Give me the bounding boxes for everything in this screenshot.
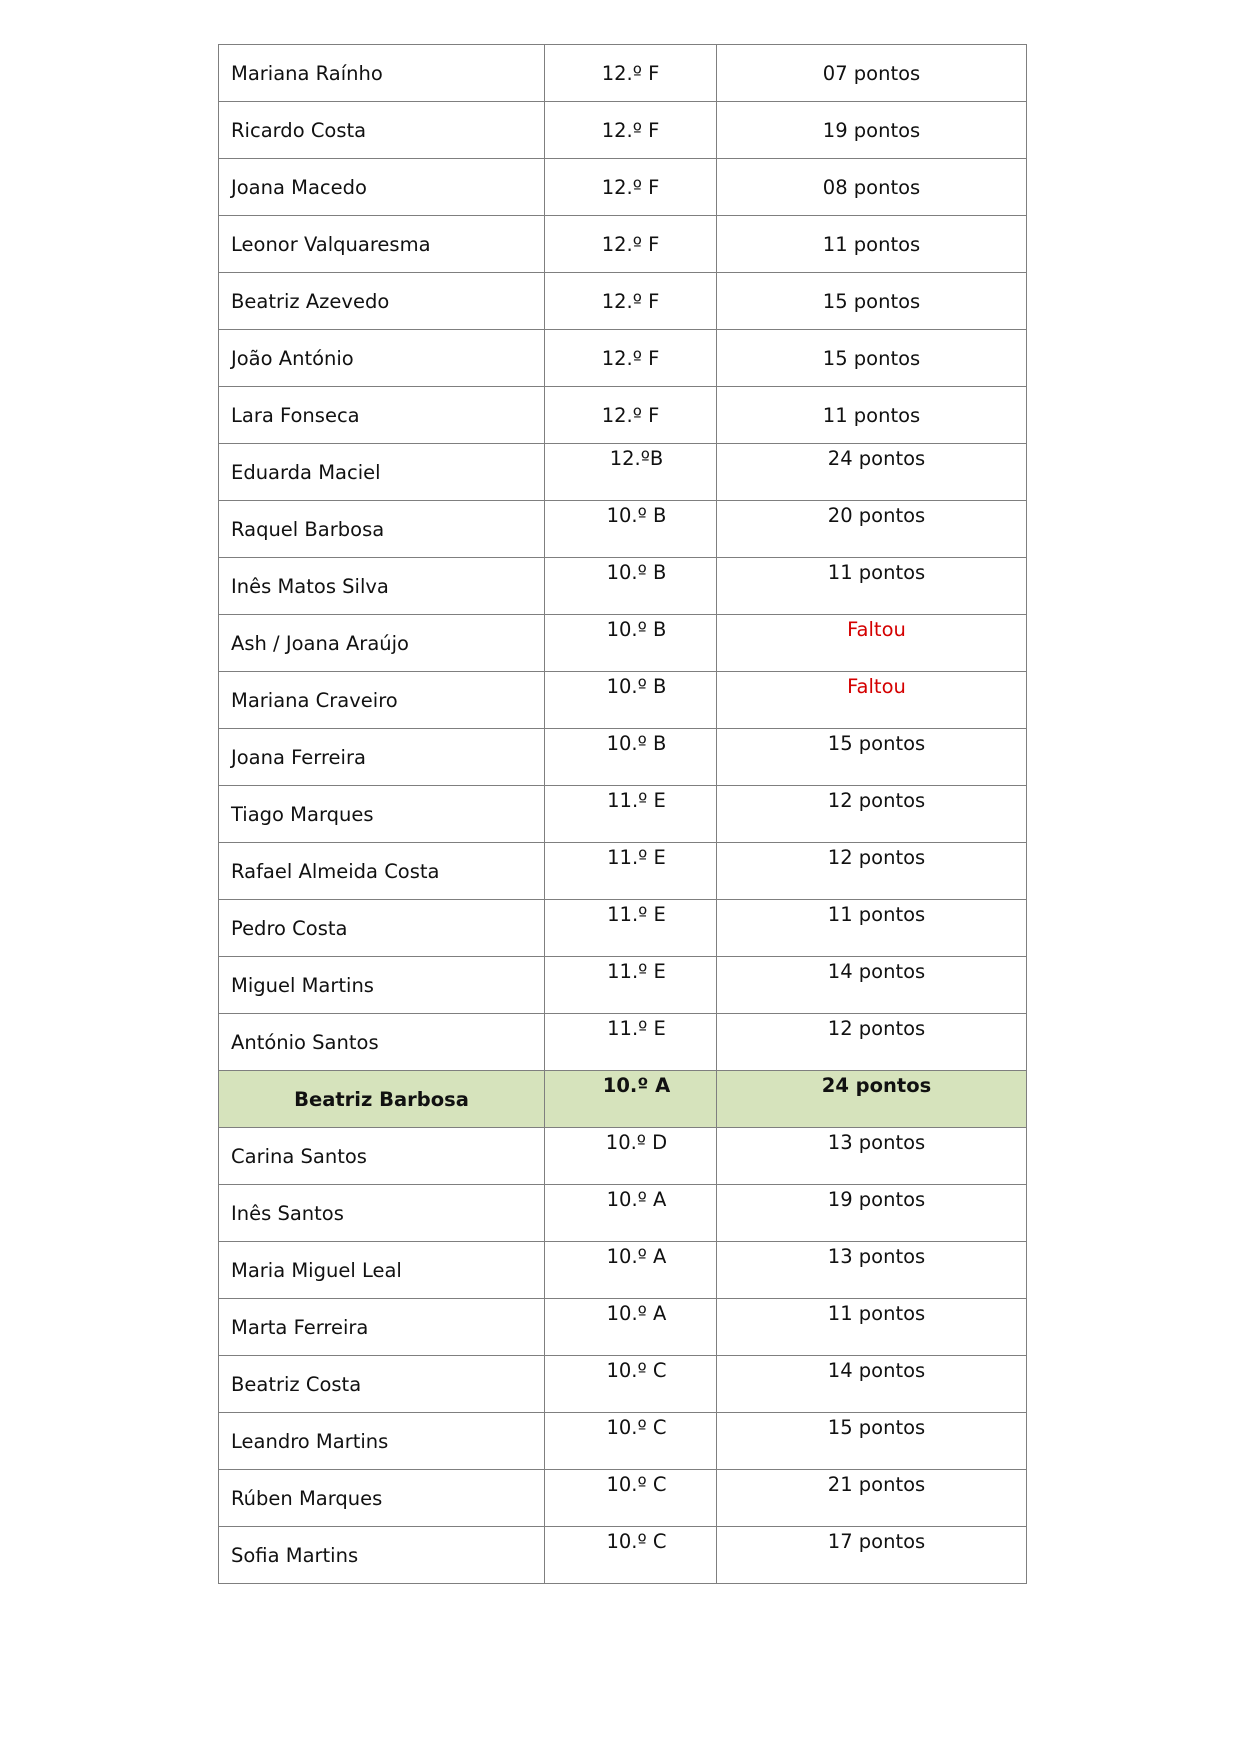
- table-row: [219, 1413, 1027, 1470]
- student-name: Eduarda Maciel: [219, 444, 545, 501]
- student-class: 12.ºB: [545, 444, 717, 501]
- student-class: 10.º C: [545, 1356, 717, 1413]
- student-class: 12.º F: [545, 330, 717, 387]
- student-name: António Santos: [219, 1014, 545, 1071]
- student-name: Inês Santos: [219, 1185, 545, 1242]
- student-class: 10.º B: [545, 558, 717, 615]
- student-score: 17 pontos: [717, 1527, 1027, 1584]
- student-class: 12.º F: [545, 216, 717, 273]
- student-score: 11 pontos: [717, 387, 1027, 444]
- table-row: [219, 786, 1027, 843]
- student-score: 14 pontos: [717, 957, 1027, 1014]
- student-name: Marta Ferreira: [219, 1299, 545, 1356]
- student-score: 24 pontos: [717, 1071, 1027, 1128]
- student-name: Beatriz Barbosa: [219, 1071, 545, 1128]
- table-row: [219, 387, 1027, 444]
- student-class: 10.º A: [545, 1299, 717, 1356]
- table-row: [219, 45, 1027, 102]
- student-score: 21 pontos: [717, 1470, 1027, 1527]
- student-name: Raquel Barbosa: [219, 501, 545, 558]
- student-score: 15 pontos: [717, 1413, 1027, 1470]
- table-row: [219, 1527, 1027, 1584]
- table-row: [219, 1299, 1027, 1356]
- student-score: 20 pontos: [717, 501, 1027, 558]
- results-table: [218, 44, 1027, 1584]
- student-name: Beatriz Azevedo: [219, 273, 545, 330]
- student-score: 11 pontos: [717, 216, 1027, 273]
- student-name: Ricardo Costa: [219, 102, 545, 159]
- table-row: [219, 843, 1027, 900]
- student-score-absent: Faltou: [717, 615, 1027, 672]
- student-name: Mariana Craveiro: [219, 672, 545, 729]
- student-name: Beatriz Costa: [219, 1356, 545, 1413]
- student-class: 10.º C: [545, 1413, 717, 1470]
- student-name: Sofia Martins: [219, 1527, 545, 1584]
- table-row: [219, 159, 1027, 216]
- student-class: 10.º D: [545, 1128, 717, 1185]
- student-class: 11.º E: [545, 957, 717, 1014]
- student-class: 12.º F: [545, 159, 717, 216]
- student-class: 10.º B: [545, 672, 717, 729]
- student-name: Joana Macedo: [219, 159, 545, 216]
- student-class: 10.º B: [545, 615, 717, 672]
- student-class: 10.º A: [545, 1071, 717, 1128]
- student-name: Leonor Valquaresma: [219, 216, 545, 273]
- student-name: Maria Miguel Leal: [219, 1242, 545, 1299]
- student-score: 19 pontos: [717, 1185, 1027, 1242]
- student-name: Tiago Marques: [219, 786, 545, 843]
- table-row: [219, 102, 1027, 159]
- table-row: [219, 729, 1027, 786]
- student-class: 10.º A: [545, 1185, 717, 1242]
- table-row: [219, 501, 1027, 558]
- student-name: Rúben Marques: [219, 1470, 545, 1527]
- table-row: [219, 615, 1027, 672]
- table-row: [219, 444, 1027, 501]
- table-row: [219, 672, 1027, 729]
- student-name: Pedro Costa: [219, 900, 545, 957]
- student-class: 10.º B: [545, 729, 717, 786]
- student-score: 08 pontos: [717, 159, 1027, 216]
- student-name: Leandro Martins: [219, 1413, 545, 1470]
- student-class: 12.º F: [545, 273, 717, 330]
- table-row: [219, 216, 1027, 273]
- student-class: 11.º E: [545, 900, 717, 957]
- student-class: 11.º E: [545, 843, 717, 900]
- table-row: [219, 1014, 1027, 1071]
- student-class: 12.º F: [545, 102, 717, 159]
- student-class: 10.º C: [545, 1527, 717, 1584]
- table-row: [219, 1356, 1027, 1413]
- student-score: 13 pontos: [717, 1242, 1027, 1299]
- table-row: [219, 957, 1027, 1014]
- student-score: 15 pontos: [717, 330, 1027, 387]
- highlighted-table-row: [219, 1071, 1027, 1128]
- table-row: [219, 1242, 1027, 1299]
- student-class: 10.º C: [545, 1470, 717, 1527]
- student-class: 12.º F: [545, 45, 717, 102]
- student-class: 12.º F: [545, 387, 717, 444]
- student-score: 11 pontos: [717, 558, 1027, 615]
- student-name: Joana Ferreira: [219, 729, 545, 786]
- student-score: 14 pontos: [717, 1356, 1027, 1413]
- student-score: 07 pontos: [717, 45, 1027, 102]
- student-class: 11.º E: [545, 786, 717, 843]
- student-class: 11.º E: [545, 1014, 717, 1071]
- student-name: Lara Fonseca: [219, 387, 545, 444]
- student-score: 12 pontos: [717, 843, 1027, 900]
- student-score: 12 pontos: [717, 1014, 1027, 1071]
- student-score: 12 pontos: [717, 786, 1027, 843]
- table-row: [219, 1470, 1027, 1527]
- student-score-absent: Faltou: [717, 672, 1027, 729]
- table-row: [219, 330, 1027, 387]
- student-score: 11 pontos: [717, 900, 1027, 957]
- student-score: 15 pontos: [717, 273, 1027, 330]
- student-name: João António: [219, 330, 545, 387]
- table-row: [219, 558, 1027, 615]
- student-name: Mariana Raínho: [219, 45, 545, 102]
- student-name: Ash / Joana Araújo: [219, 615, 545, 672]
- student-name: Miguel Martins: [219, 957, 545, 1014]
- student-class: 10.º A: [545, 1242, 717, 1299]
- student-score: 13 pontos: [717, 1128, 1027, 1185]
- table-row: [219, 1128, 1027, 1185]
- student-name: Inês Matos Silva: [219, 558, 545, 615]
- table-row: [219, 900, 1027, 957]
- student-score: 19 pontos: [717, 102, 1027, 159]
- student-name: Rafael Almeida Costa: [219, 843, 545, 900]
- student-score: 11 pontos: [717, 1299, 1027, 1356]
- student-score: 15 pontos: [717, 729, 1027, 786]
- student-class: 10.º B: [545, 501, 717, 558]
- table-row: [219, 1185, 1027, 1242]
- table-row: [219, 273, 1027, 330]
- student-name: Carina Santos: [219, 1128, 545, 1185]
- student-score: 24 pontos: [717, 444, 1027, 501]
